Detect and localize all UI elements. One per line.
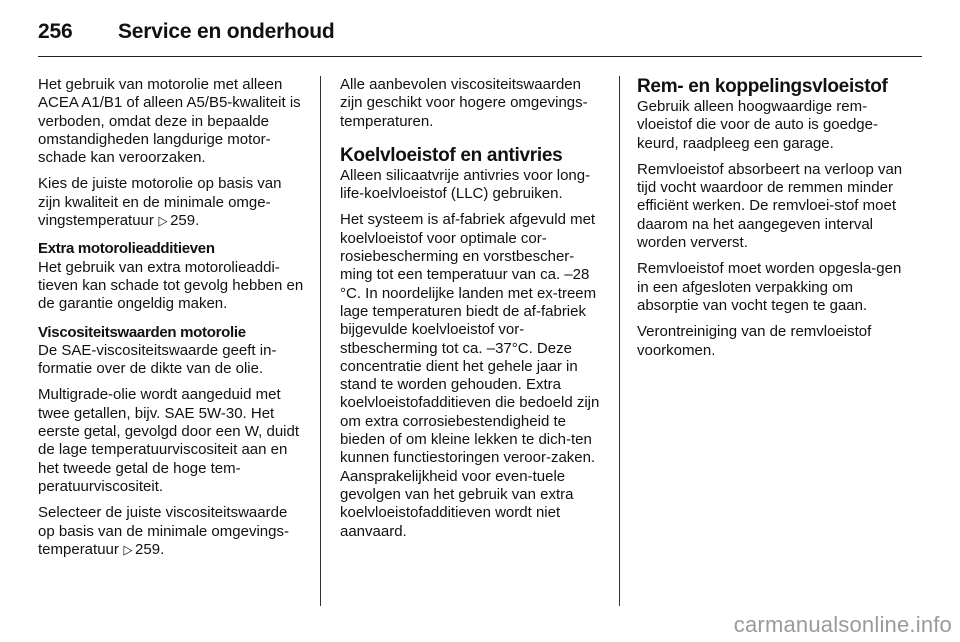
paragraph: Alle aanbevolen viscositeitswaarden zijn geschikt voor hogere omgevings-temperaturen.	[340, 76, 588, 130]
column-1	[38, 76, 308, 567]
paragraph: De SAE-viscositeitswaarde geeft in-formatie over de dikte van de olie.	[38, 341, 277, 378]
page-reference-link[interactable]: 259.	[170, 212, 200, 230]
column-2	[340, 76, 605, 549]
paragraph: Kies de juiste motorolie op basis van zijn kwaliteit en de minimale omge-vingstemperatuur ▷ 259.	[38, 175, 282, 230]
page-header	[38, 12, 922, 52]
page-number: 256	[38, 20, 73, 43]
section-heading: Koelvloeistof en antivries	[340, 144, 563, 166]
paragraph: Verontreiniging van de remvloeistof voorkomen.	[637, 323, 872, 359]
triangle-arrow-icon: ▷	[158, 213, 168, 229]
paragraph: Het systeem is af-fabriek afgevuld met koelvloeistof voor optimale cor-rosiebescherming en vorstbescher-ming tot een temperatuur van ca. –28 °C. In noordelijke landen met ex-treem lage temperaturen biedt de af-fabriek bijgevulde koelvloeistof vor-stbescherming tot ca. –37°C. Deze concentratie dient het gehele jaar in stand te worden gehouden. Extra koelvloeistofadditieven die bedoeld zijn om extra corrosiebestendigheid te bieden of om kleine lekken te dich-ten kunnen functiestoringen veroor-zaken. Aansprakelijkheid voor even-tuele gevolgen van het gebruik van extra koelvloeistofadditieven wordt niet aanvaard.	[340, 211, 600, 540]
paragraph: Het gebruik van extra motorolieaddi-tieven kan schade tot gevolg hebben en de garantie ongeldig maken.	[38, 258, 304, 313]
column-3	[637, 76, 912, 368]
paragraph: Remvloeistof absorbeert na verloop van tijd vocht waardoor de remmen minder efficiënt werken. De remvloei-stof moet daarom na het aangegeven interval worden ververst.	[637, 160, 903, 252]
column-divider	[320, 76, 321, 606]
paragraph: Remvloeistof moet worden opgesla-gen in een afgesloten verpakking om absorptie van vocht tegen te gaan.	[637, 260, 902, 314]
subheading: Viscositeitswaarden motorolie	[38, 323, 246, 341]
section-heading: Rem- en koppelingsvloeistof	[637, 76, 888, 97]
column-divider	[619, 76, 620, 606]
subheading: Extra motorolieadditieven	[38, 240, 215, 258]
paragraph: Gebruik alleen hoogwaardige rem-vloeistof die voor de auto is goedge-keurd, raadpleeg een garage.	[637, 98, 878, 152]
paragraph: Alleen silicaatvrije antivries voor long-life-koelvloeistof (LLC) gebruiken.	[340, 166, 591, 203]
page-reference-link[interactable]: 259.	[135, 540, 165, 558]
watermark: carmanualsonline.info	[733, 612, 952, 637]
triangle-arrow-icon: ▷	[123, 541, 133, 557]
paragraph: Multigrade-olie wordt aangeduid met twee getallen, bijv. SAE 5W-30. Het eerste getal, gevolgd door een W, duidt de lage temperatuurviscositeit aan en het tweede getal de hoge tem-peratuurviscositeit.	[38, 386, 300, 495]
paragraph: Selecteer de juiste viscositeitswaarde op basis van de minimale omgevings-temperatuur ▷ 259.	[38, 504, 289, 558]
chapter-title: Service en onderhoud	[118, 20, 335, 43]
header-rule	[38, 56, 922, 57]
paragraph: Het gebruik van motorolie met alleen ACEA A1/B1 of alleen A5/B5-kwaliteit is verboden, omdat deze in bepaalde omstandigheden langdurige motor-schade kan veroorzaken.	[38, 76, 301, 167]
